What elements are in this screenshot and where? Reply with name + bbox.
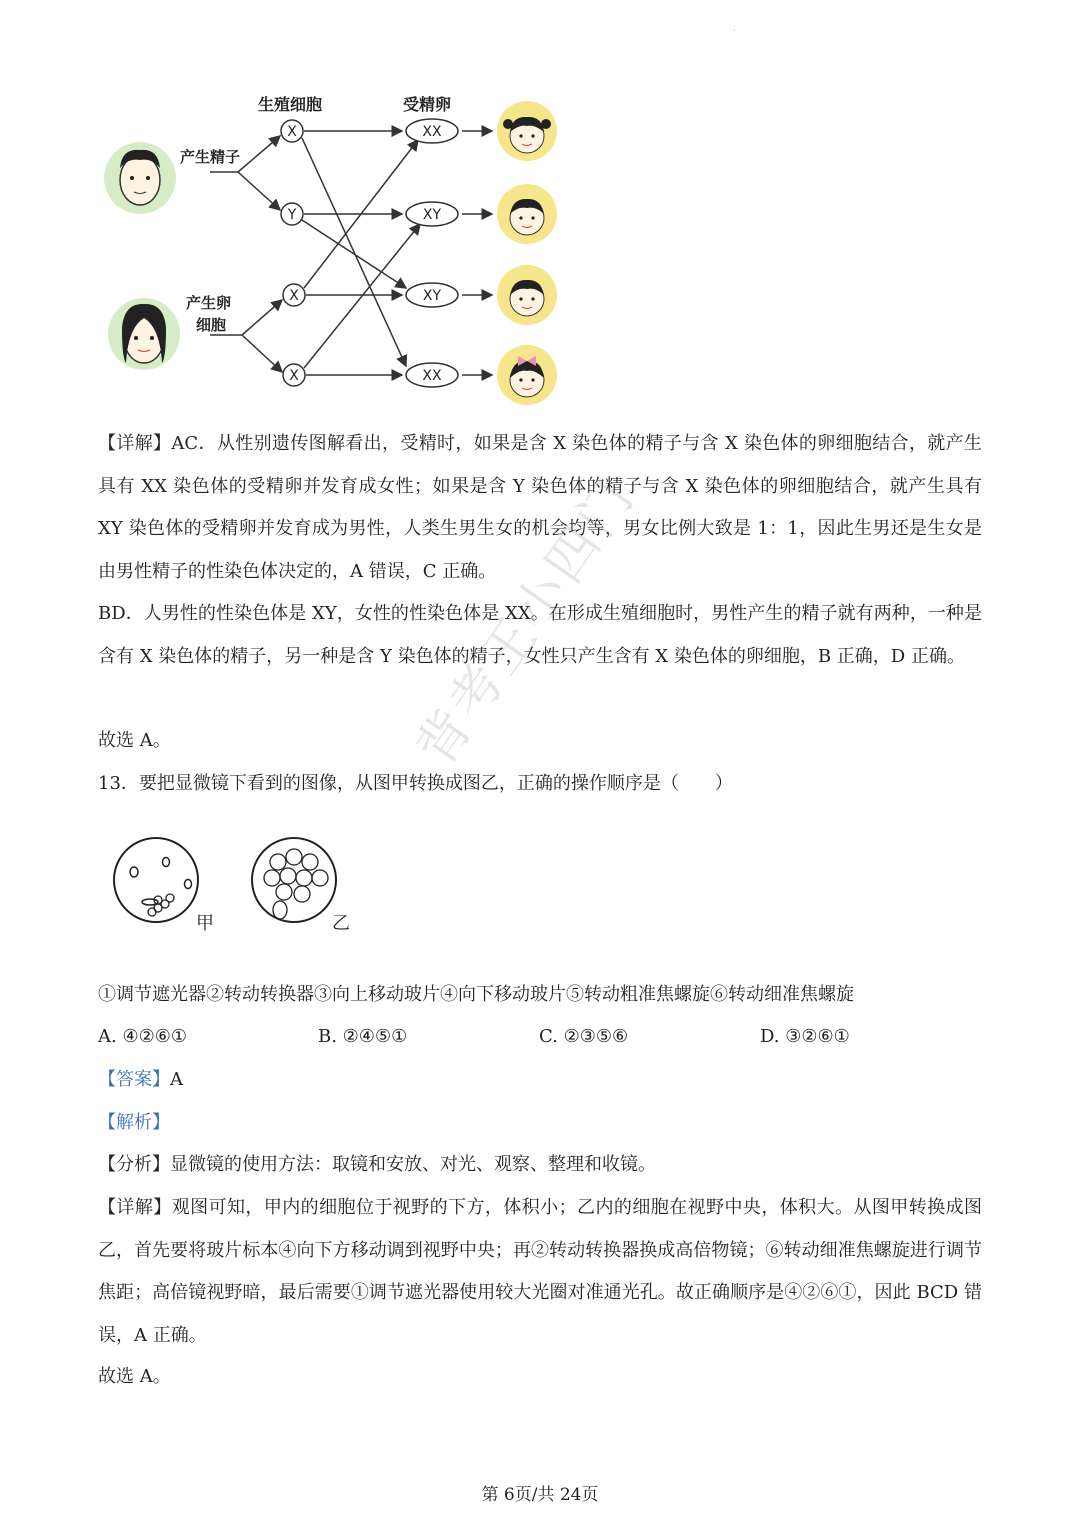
detail-paragraph-bd: BD．人男性的性染色体是 XY，女性的性染色体是 XX。在形成生殖细胞时，男性产生的精子就有两种，一种是含有 X 染色体的精子，另一种是含 Y 染色体的精子，女性只产生含有 X 染色体的卵细胞，B 正确，D 正确。 bbox=[98, 603, 982, 667]
svg-text:X: X bbox=[289, 288, 299, 304]
svg-text:Y: Y bbox=[287, 207, 297, 223]
svg-text:XX: XX bbox=[422, 368, 442, 384]
label-yi: 乙 bbox=[332, 913, 350, 934]
fenxi-paragraph: 【分析】显微镜的使用方法：取镜和安放、对光、观察、整理和收镜。 bbox=[98, 1154, 656, 1175]
header-germ-cells: 生殖细胞 bbox=[258, 95, 323, 114]
svg-text:XY: XY bbox=[422, 207, 442, 223]
zygote-4 bbox=[406, 363, 458, 387]
zygote-2 bbox=[406, 202, 458, 226]
analysis-tag: 【解析】 bbox=[98, 1112, 170, 1133]
option-d: D. ③②⑥① bbox=[760, 1026, 850, 1047]
svg-text:X: X bbox=[287, 124, 297, 140]
detail-paragraph-ac: 【详解】AC．从性别遗传图解看出，受精时，如果是含 X 染色体的精子与含 X 染色体的卵细胞结合，就产生具有 XX 染色体的受精卵并发育成女性；如果是含 Y 染色体的精子与含 X 染色体的卵细胞结合，就产生具有 XY 染色体的受精卵并发育成为男性，人类生男生女的机会均等，男女比例大致是 1：1，因此生男还是生女是由男性精子的性染色体决定的，A 错误，C 正确。 bbox=[98, 433, 983, 582]
field-yi bbox=[252, 838, 336, 922]
detail-paragraph-q13: 【详解】观图可知，甲内的细胞位于视野的下方，体积小；乙内的细胞在视野中央，体积大。从图甲转换成图乙，首先要将玻片标本④向下方移动调到视野中央；再②转动转换器换成高倍物镜；⑥转动细准焦螺旋进行调节焦距；高倍镜视野暗，最后需要①调节遮光器使用较大光圈对准通光孔。故正确顺序是④②⑥①，因此 BCD 错误，A 正确。 bbox=[98, 1197, 982, 1346]
label-mother-line2: 细胞 bbox=[196, 316, 227, 334]
girl-face-icon bbox=[497, 101, 557, 161]
label-jia: 甲 bbox=[196, 913, 214, 934]
conclusion-1: 故选 A。 bbox=[98, 730, 171, 751]
question-13-stem: 13．要把显微镜下看到的图像，从图甲转换成图乙，正确的操作顺序是（ ） bbox=[98, 773, 733, 794]
operation-steps: ①调节遮光器②转动转换器③向上移动玻片④向下移动玻片⑤转动粗准焦螺旋⑥转动细准焦螺旋 bbox=[98, 984, 854, 1005]
field-jia bbox=[114, 838, 198, 922]
father-face-icon bbox=[104, 142, 176, 214]
conclusion-2: 故选 A。 bbox=[98, 1366, 171, 1387]
svg-text:XY: XY bbox=[422, 288, 442, 304]
girl-face-icon-2 bbox=[497, 345, 557, 405]
svg-text:XX: XX bbox=[422, 124, 442, 140]
option-b: B. ②④⑤① bbox=[318, 1026, 408, 1047]
answer-value: A bbox=[170, 1069, 183, 1090]
option-c: C. ②③⑤⑥ bbox=[539, 1026, 629, 1047]
zygote-3 bbox=[406, 283, 458, 307]
option-a: A. ④②⑥① bbox=[98, 1026, 187, 1047]
label-mother-line1: 产生卵 bbox=[186, 294, 232, 312]
page-footer: 第 6页/共 24页 bbox=[481, 1485, 599, 1505]
watermark: 背考王小四门 bbox=[405, 467, 648, 777]
answer-tag: 【答案】 bbox=[98, 1069, 170, 1090]
sperm-y bbox=[281, 203, 303, 225]
sperm-x bbox=[281, 120, 303, 142]
zygote-1 bbox=[406, 119, 458, 143]
header-zygote: 受精卵 bbox=[403, 95, 452, 114]
egg-x-2 bbox=[283, 364, 305, 386]
egg-x-1 bbox=[283, 284, 305, 306]
microscope-fields-diagram bbox=[108, 832, 368, 942]
mother-face-icon bbox=[108, 298, 180, 370]
label-father: 产生精子 bbox=[180, 148, 241, 166]
sex-inheritance-diagram bbox=[100, 88, 570, 418]
corner-mark: . bbox=[733, 24, 736, 33]
boy-face-icon-1 bbox=[497, 184, 557, 244]
boy-face-icon-2 bbox=[497, 265, 557, 325]
answer-line bbox=[98, 1059, 982, 1102]
svg-text:X: X bbox=[289, 368, 299, 384]
